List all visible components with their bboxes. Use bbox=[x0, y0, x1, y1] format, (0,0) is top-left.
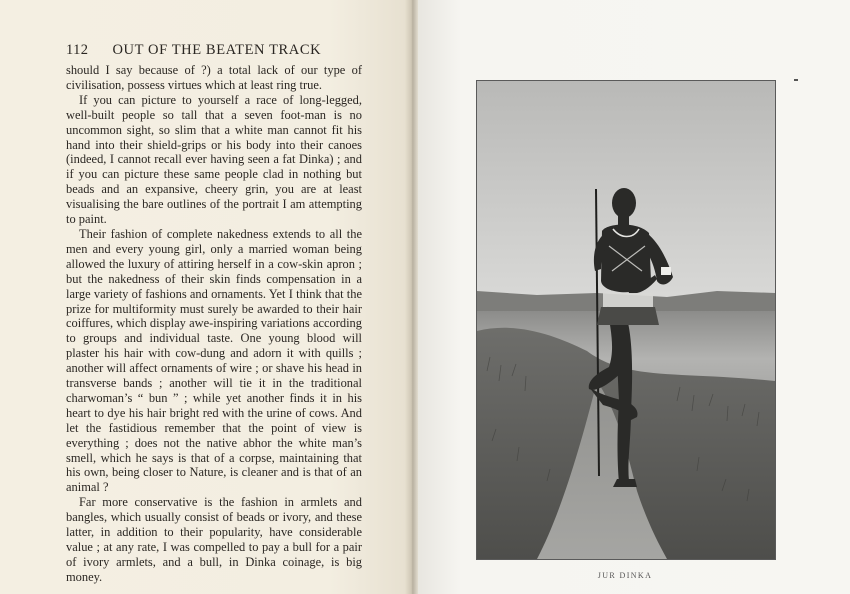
paragraph-3: Their fashion of complete nakedness extends to all the men and every young girl, only a married woman being allowed the luxury of attiring herself in a cow-skin apron ; but the nakedness of their skin finds compensation in a large variety of fashions and ornaments. Yet I think that the prize for multiformity must surely be awarded to their hair coiffures, which display awe-inspiring variations according to groups and individual taste. One young blood will plaster his hair with cow-dung and adorn it with quills ; another will affect ornaments of wire ; or shave his head in transverse bands ; another will tie it in the traditional charwoman’s “ bun ” ; while yet another finds it in his heart to dye his hair bright red with the urine of cows. And let the fastidious remember that the point of view is everything ; does not the native abhor the white man’s smell, which he says is that of a corpse, maintaining that his own, being closer to Nature, is cleaner and is that of an animal ? bbox=[66, 226, 362, 495]
beaded-skirt bbox=[597, 307, 659, 325]
loincloth bbox=[603, 293, 653, 309]
page-header bbox=[66, 42, 376, 59]
print-speck bbox=[794, 79, 798, 81]
running-head: OUT OF THE BEATEN TRACK bbox=[112, 42, 322, 58]
book-gutter bbox=[405, 0, 419, 594]
paragraph-1: should I say because of ?) a total lack of our type of civilisation, possess virtues which at least ring true. bbox=[66, 63, 362, 92]
body-text bbox=[66, 63, 362, 585]
armlet bbox=[661, 267, 671, 275]
page-number: 112 bbox=[66, 42, 89, 58]
photo-caption: JUR DINKA bbox=[597, 571, 653, 580]
photograph-dinka-man bbox=[477, 81, 775, 559]
photo-plate bbox=[476, 80, 776, 560]
paragraph-2: If you can picture to yourself a race of long-legged, well-built people so tall that a seven foot-man is no uncommon sight, so slim that a white man cannot fit his hand into their shield-grips or his body into their canoes (indeed, I cannot recall ever having seen a fat Dinka) ; and if you can picture these same people clad in nothing but beads and an expansive, cheery grin, you are at least visualising the bare outlines of the portrait I am attempting to paint. bbox=[66, 92, 362, 227]
paragraph-4: Far more conservative is the fashion in armlets and bangles, which usually consist of beads or ivory, and these latter, in addition to their popularity, have considerable value ; at any rate, I was compelled to pay a bull for a pair of ivory armlets, and a bull, in Dinka coinage, is big money. bbox=[66, 495, 362, 584]
